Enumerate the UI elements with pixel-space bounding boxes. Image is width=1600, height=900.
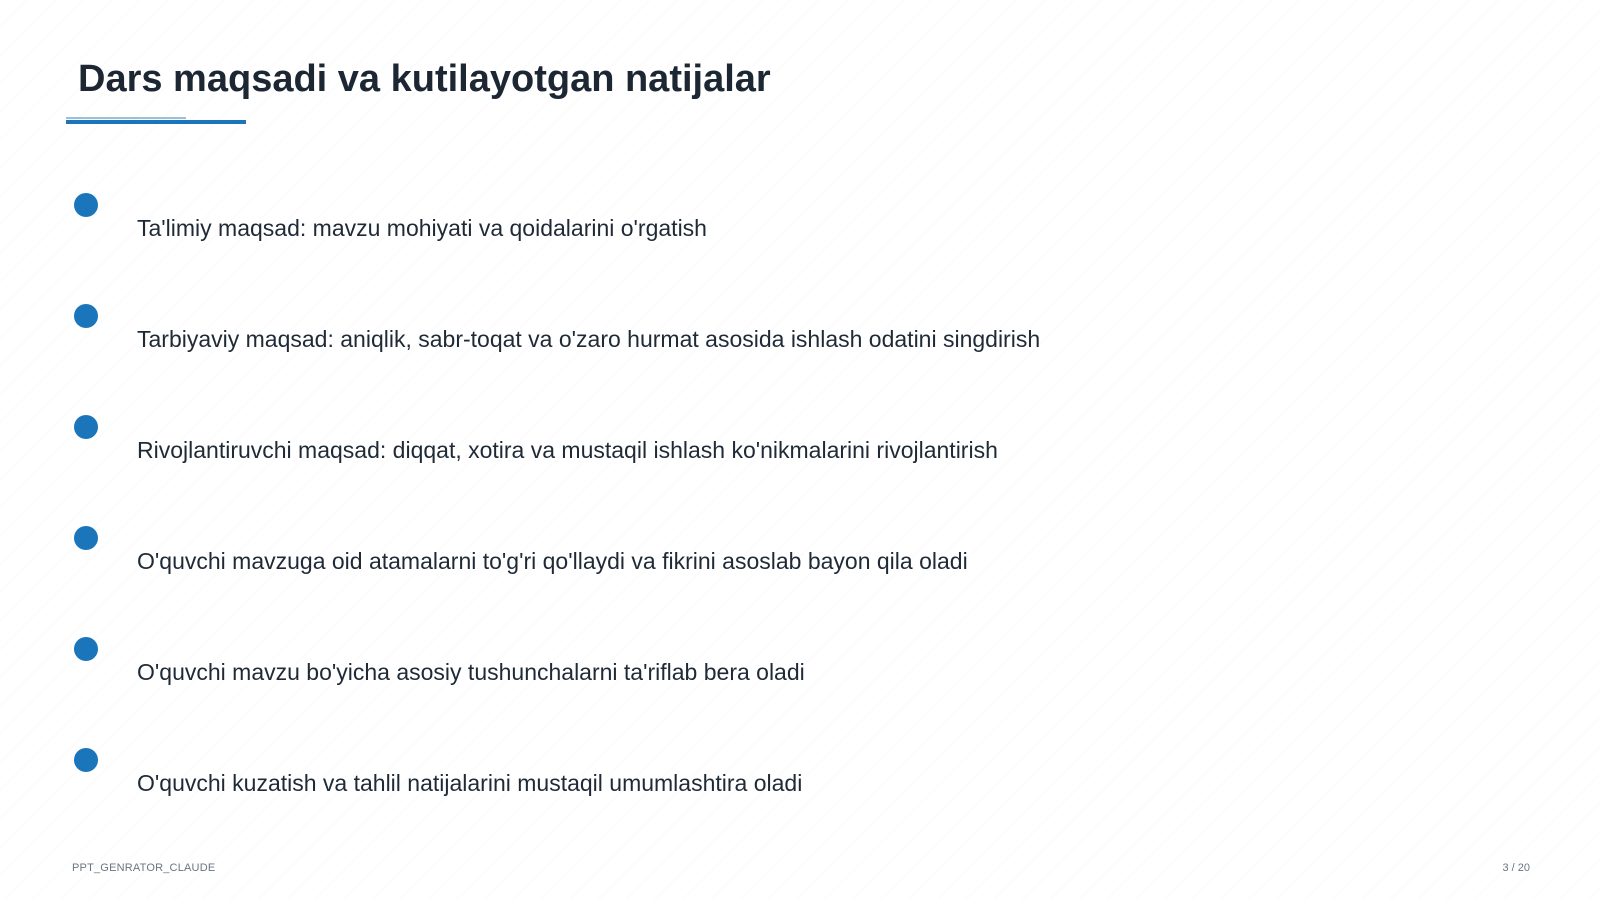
bullet-text: O'quvchi mavzu bo'yicha asosiy tushunchalarni ta'riflab bera oladi [137, 659, 805, 685]
slide-title: Dars maqsadi va kutilayotgan natijalar [78, 58, 771, 100]
bullet-item [0, 637, 1600, 737]
bullet-item [0, 304, 1600, 404]
bullet-item [0, 193, 1600, 293]
bullet-text: Tarbiyaviy maqsad: aniqlik, sabr-toqat va o'zaro hurmat asosida ishlash odatini singdirish [137, 326, 1041, 352]
bullet-text: Ta'limiy maqsad: mavzu mohiyati va qoidalarini o'rgatish [137, 215, 707, 241]
bullet-item [0, 748, 1600, 848]
bullet-dot-icon [74, 748, 98, 772]
bullet-item [0, 415, 1600, 515]
bullet-item [0, 526, 1600, 626]
bullet-dot-icon [74, 304, 98, 328]
bullet-dot-icon [74, 415, 98, 439]
bullet-text: O'quvchi mavzuga oid atamalarni to'g'ri qo'llaydi va fikrini asoslab bayon qila oladi [137, 548, 968, 574]
bullet-dot-icon [74, 637, 98, 661]
page-indicator: 3 / 20 [1502, 862, 1530, 874]
bullet-text: O'quvchi kuzatish va tahlil natijalarini mustaqil umumlashtira oladi [137, 770, 803, 796]
bullet-dot-icon [74, 526, 98, 550]
footer-brand: PPT_GENRATOR_CLAUDE [72, 862, 216, 874]
bullet-text: Rivojlantiruvchi maqsad: diqqat, xotira va mustaqil ishlash ko'nikmalarini rivojlantirish [137, 437, 998, 463]
bullet-dot-icon [74, 193, 98, 217]
